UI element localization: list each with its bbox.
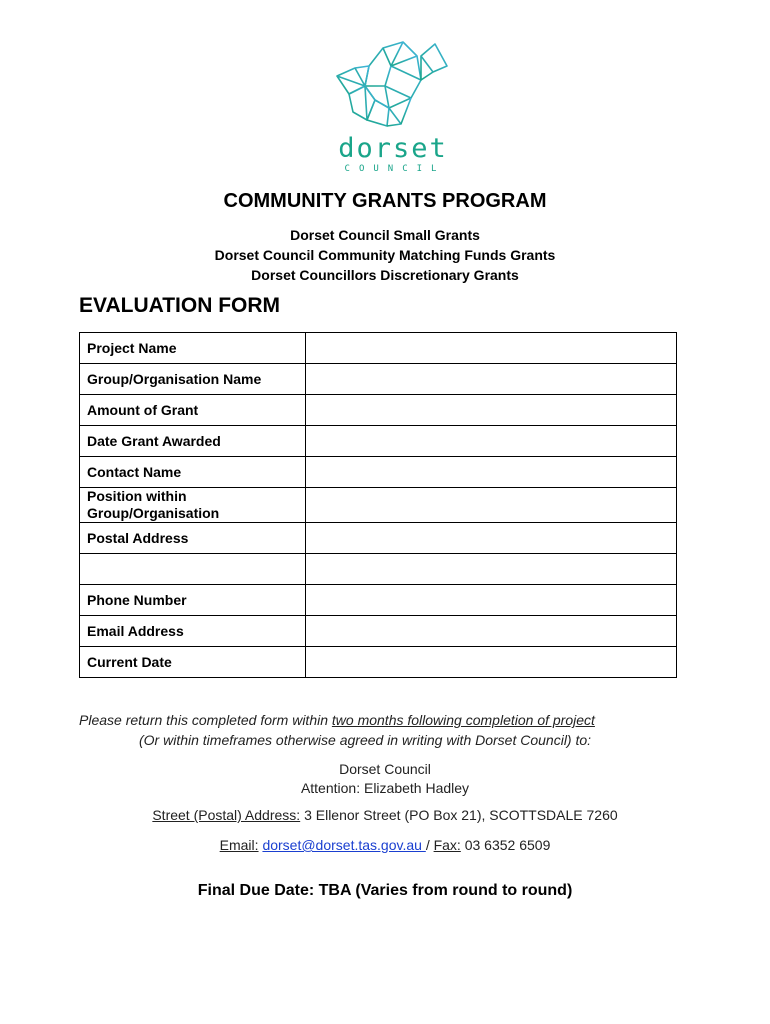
postal-address-field[interactable] (306, 523, 677, 554)
field-label: Contact Name (80, 457, 306, 488)
page-title: COMMUNITY GRANTS PROGRAM (223, 190, 547, 212)
field-label: Date Grant Awarded (80, 426, 306, 457)
street-value: 3 Ellenor Street (PO Box 21), SCOTTSDALE 7260 (300, 807, 618, 823)
fax-label: Fax: (433, 837, 461, 853)
field-label: Phone Number (80, 585, 306, 616)
instructions-line2: (Or within timeframes otherwise agreed in writing with Dorset Council) to: (139, 732, 592, 748)
instructions-deadline: two months following completion of project (331, 712, 595, 728)
attention-line: Attention: Elizabeth Hadley (300, 780, 470, 796)
email-label: Email: (219, 837, 259, 853)
instructions-prefix: Please return this completed form within (79, 712, 332, 728)
field-label: Email Address (80, 616, 306, 647)
table-row (80, 457, 677, 488)
subtitle-discretionary: Dorset Councillors Discretionary Grants (251, 267, 519, 283)
table-row (80, 585, 677, 616)
table-row (80, 523, 677, 554)
subtitle-small-grants: Dorset Council Small Grants (290, 227, 480, 243)
logo-subword: COUNCIL (344, 164, 446, 174)
field-label: Project Name (80, 333, 306, 364)
postal-address-line2-field[interactable] (306, 554, 677, 585)
field-label (80, 488, 306, 523)
grant-types (0, 225, 770, 285)
council-address (0, 760, 770, 798)
table-row (80, 554, 677, 585)
table-row (80, 426, 677, 457)
table-row (80, 333, 677, 364)
fax-separator: / (425, 837, 434, 853)
street-address (0, 807, 770, 823)
subtitle-matching-funds: Dorset Council Community Matching Funds Grants (214, 247, 556, 263)
amount-of-grant-field[interactable] (306, 395, 677, 426)
table-row (80, 364, 677, 395)
email-address-field[interactable] (306, 616, 677, 647)
field-label: Current Date (80, 647, 306, 678)
table-row (80, 647, 677, 678)
organisation-name-field[interactable] (306, 364, 677, 395)
form-heading: EVALUATION FORM (79, 294, 281, 317)
current-date-field[interactable] (306, 647, 677, 678)
contact-name-field[interactable] (306, 457, 677, 488)
table-row (80, 395, 677, 426)
field-label: Postal Address (80, 523, 306, 554)
field-label: Amount of Grant (80, 395, 306, 426)
table-row (80, 488, 677, 523)
logo-mark-icon (325, 38, 455, 138)
org-name: Dorset Council (339, 761, 431, 777)
return-instructions (79, 710, 699, 750)
logo-text (338, 134, 448, 174)
field-label-line: Group/Organisation (87, 505, 220, 521)
instructions-line1 (79, 710, 699, 730)
logo-word: dorset (338, 133, 448, 164)
fax-value: 03 6352 6509 (460, 837, 551, 853)
street-label: Street (Postal) Address: (152, 807, 301, 823)
phone-number-field[interactable] (306, 585, 677, 616)
contact-line (0, 837, 770, 853)
table-row (80, 616, 677, 647)
field-label (80, 554, 306, 585)
date-grant-awarded-field[interactable] (306, 426, 677, 457)
position-field[interactable] (306, 488, 677, 523)
email-link[interactable]: dorset@dorset.tas.gov.au (262, 837, 426, 853)
field-label: Group/Organisation Name (80, 364, 306, 395)
evaluation-form-table (79, 332, 677, 678)
field-label-line: Position within (87, 488, 187, 504)
project-name-field[interactable] (306, 333, 677, 364)
final-due-date: Final Due Date: TBA (Varies from round to round) (197, 882, 573, 899)
